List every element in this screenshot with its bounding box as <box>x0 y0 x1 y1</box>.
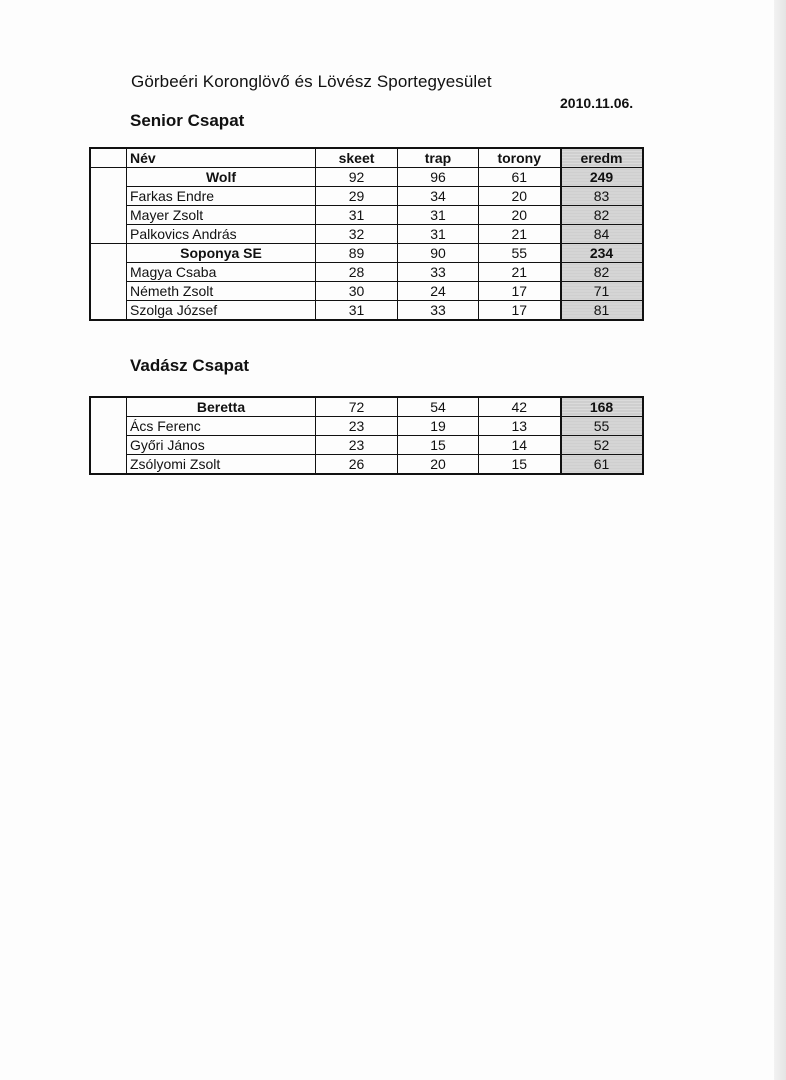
member-eredm: 55 <box>561 417 643 436</box>
member-row <box>90 455 643 475</box>
team-row <box>90 168 643 187</box>
member-name: Mayer Zsolt <box>127 206 316 225</box>
member-name: Németh Zsolt <box>127 282 316 301</box>
team-skeet: 89 <box>316 244 398 263</box>
member-trap: 20 <box>398 455 479 475</box>
team-name: Wolf <box>127 168 316 187</box>
header-trap: trap <box>398 148 479 168</box>
member-eredm: 52 <box>561 436 643 455</box>
member-name: Ács Ferenc <box>127 417 316 436</box>
senior-section-title: Senior Csapat <box>130 111 245 130</box>
member-torony: 21 <box>479 225 561 244</box>
team-name: Soponya SE <box>127 244 316 263</box>
member-torony: 15 <box>479 455 561 475</box>
member-row <box>90 436 643 455</box>
member-trap: 19 <box>398 417 479 436</box>
member-skeet: 23 <box>316 436 398 455</box>
member-trap: 33 <box>398 263 479 282</box>
member-row <box>90 282 643 301</box>
member-torony: 20 <box>479 187 561 206</box>
page-edge <box>774 0 786 1080</box>
team-trap: 54 <box>398 397 479 417</box>
member-row <box>90 263 643 282</box>
table-header-row <box>90 148 643 168</box>
member-skeet: 32 <box>316 225 398 244</box>
hunter-scores-table <box>89 396 644 475</box>
team-trap: 96 <box>398 168 479 187</box>
member-eredm: 61 <box>561 455 643 475</box>
member-skeet: 28 <box>316 263 398 282</box>
team-row <box>90 244 643 263</box>
member-skeet: 26 <box>316 455 398 475</box>
team-torony: 42 <box>479 397 561 417</box>
team-gap-cell <box>90 244 127 321</box>
header-eredm: eredm <box>561 148 643 168</box>
member-name: Szolga József <box>127 301 316 321</box>
team-trap: 90 <box>398 244 479 263</box>
member-trap: 31 <box>398 225 479 244</box>
member-name: Farkas Endre <box>127 187 316 206</box>
senior-scores-table <box>89 147 644 321</box>
member-eredm: 82 <box>561 206 643 225</box>
member-row <box>90 301 643 321</box>
member-skeet: 31 <box>316 206 398 225</box>
member-torony: 13 <box>479 417 561 436</box>
member-torony: 20 <box>479 206 561 225</box>
member-row <box>90 225 643 244</box>
member-eredm: 71 <box>561 282 643 301</box>
team-gap-cell <box>90 168 127 244</box>
document-date: 2010.11.06. <box>560 95 634 111</box>
member-name: Zsólyomi Zsolt <box>127 455 316 475</box>
team-row <box>90 397 643 417</box>
member-trap: 15 <box>398 436 479 455</box>
member-trap: 31 <box>398 206 479 225</box>
team-torony: 55 <box>479 244 561 263</box>
member-eredm: 82 <box>561 263 643 282</box>
member-row <box>90 206 643 225</box>
member-name: Győri János <box>127 436 316 455</box>
team-eredm: 234 <box>561 244 643 263</box>
header-name: Név <box>127 148 316 168</box>
header-gap-cell <box>90 148 127 168</box>
team-skeet: 92 <box>316 168 398 187</box>
member-skeet: 29 <box>316 187 398 206</box>
team-gap-cell <box>90 397 127 474</box>
member-skeet: 31 <box>316 301 398 321</box>
member-torony: 14 <box>479 436 561 455</box>
team-torony: 61 <box>479 168 561 187</box>
member-trap: 34 <box>398 187 479 206</box>
team-eredm: 168 <box>561 397 643 417</box>
member-skeet: 30 <box>316 282 398 301</box>
header-skeet: skeet <box>316 148 398 168</box>
member-name: Palkovics András <box>127 225 316 244</box>
member-torony: 17 <box>479 282 561 301</box>
member-eredm: 84 <box>561 225 643 244</box>
team-name: Beretta <box>127 397 316 417</box>
organization-title: Görbeéri Koronglövő és Lövész Sportegyesület <box>131 72 492 91</box>
member-eredm: 81 <box>561 301 643 321</box>
header-torony: torony <box>479 148 561 168</box>
member-name: Magya Csaba <box>127 263 316 282</box>
member-skeet: 23 <box>316 417 398 436</box>
member-trap: 33 <box>398 301 479 321</box>
hunter-section-title: Vadász Csapat <box>130 356 250 375</box>
member-eredm: 83 <box>561 187 643 206</box>
team-skeet: 72 <box>316 397 398 417</box>
member-trap: 24 <box>398 282 479 301</box>
team-eredm: 249 <box>561 168 643 187</box>
member-row <box>90 187 643 206</box>
member-torony: 17 <box>479 301 561 321</box>
member-torony: 21 <box>479 263 561 282</box>
member-row <box>90 417 643 436</box>
